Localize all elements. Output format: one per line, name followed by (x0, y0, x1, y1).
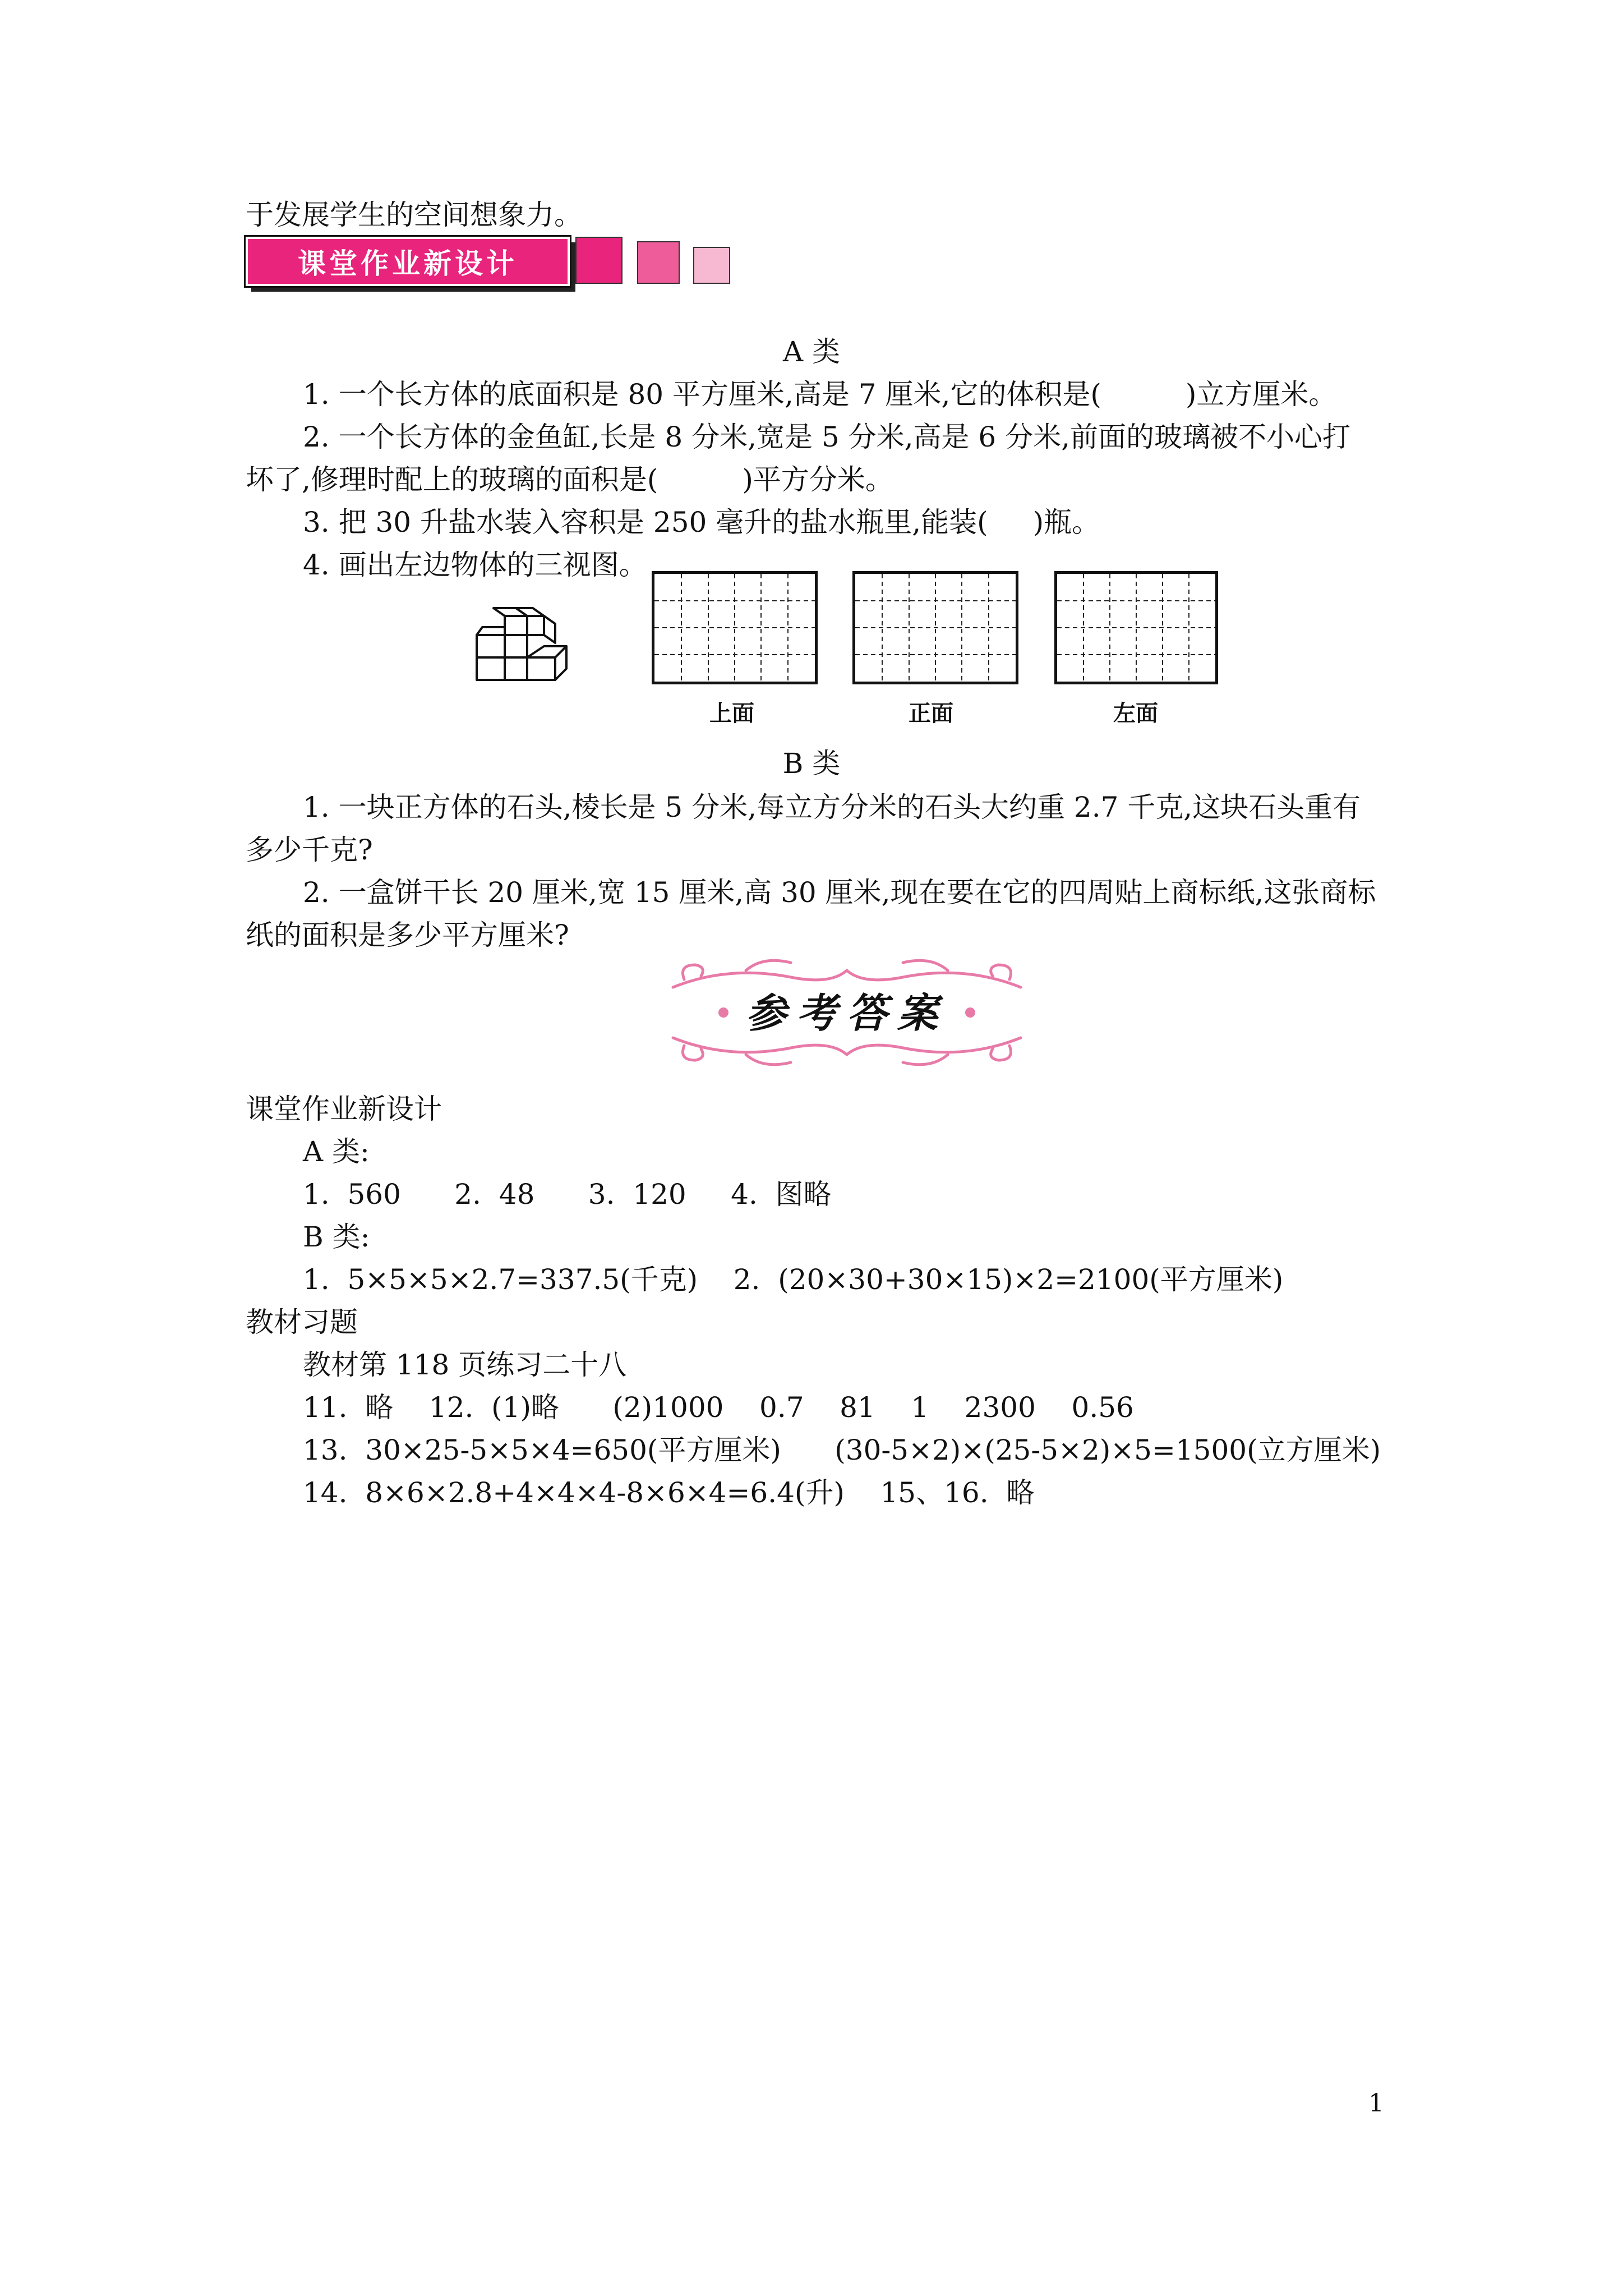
answers-b-label: B 类: (303, 1221, 370, 1253)
question-a3: 3. 把 30 升盐水装入容积是 250 毫升的盐水瓶里,能装( )瓶。 (303, 506, 1100, 539)
question-b2-line2: 纸的面积是多少平方厘米? (246, 919, 569, 951)
banner-square-3 (693, 247, 730, 284)
answers-line-13: 13. 30×25-5×5×4=650(平方厘米) (30-5×2)×(25-5×2)×5=1500(立方厘米) (303, 1434, 1381, 1466)
banner-square-1 (575, 237, 623, 284)
question-a1: 1. 一个长方体的底面积是 80 平方厘米,高是 7 厘米,它的体积是( )立方厘米。 (303, 378, 1337, 411)
section-b-title: B 类 (782, 747, 841, 780)
question-a4: 4. 画出左边物体的三视图。 (303, 549, 647, 581)
answers-a-line: 1. 560 2. 48 3. 120 4. 图略 (303, 1178, 832, 1211)
answer-header-title: 参考答案 (746, 989, 948, 1037)
answers-heading-classwork: 课堂作业新设计 (246, 1093, 442, 1125)
banner-square-2 (637, 241, 680, 284)
view-label-top: 上面 (709, 701, 754, 726)
view-grid-front (852, 571, 1018, 684)
section-banner (246, 237, 570, 286)
view-label-front: 正面 (909, 701, 953, 726)
question-b1-line1: 1. 一块正方体的石头,棱长是 5 分米,每立方分米的石头大约重 2.7 千克,这块石头重有 (303, 791, 1361, 823)
cube-object-figure (471, 606, 578, 690)
section-a-title: A 类 (782, 335, 840, 368)
answers-heading-textbook: 教材习题 (246, 1306, 358, 1338)
view-grid-left (1054, 571, 1218, 684)
page-number: 1 (1368, 2089, 1384, 2118)
banner-title: 课堂作业新设计 (298, 247, 518, 280)
question-a2-line1: 2. 一个长方体的金鱼缸,长是 8 分米,宽是 5 分米,高是 6 分米,前面的玻璃被不小心打 (303, 421, 1350, 453)
view-grid-top (652, 571, 818, 684)
question-b1-line2: 多少千克? (246, 834, 373, 866)
view-label-left: 左面 (1113, 701, 1158, 726)
answers-a-label: A 类: (303, 1135, 370, 1168)
question-b2-line1: 2. 一盒饼干长 20 厘米,宽 15 厘米,高 30 厘米,现在要在它的四周贴上商标纸,这张商标 (303, 876, 1376, 909)
question-a2-line2: 坏了,修理时配上的玻璃的面积是( )平方分米。 (246, 463, 893, 496)
answers-b-line: 1. 5×5×5×2.7=337.5(千克) 2. (20×30+30×15)×2=2100(平方厘米) (303, 1263, 1284, 1296)
answers-line-14: 14. 8×6×2.8+4×4×4-8×6×4=6.4(升) 15、16. 略 (303, 1476, 1035, 1509)
answers-line-11: 11. 略 12. (1)略 (2)1000 0.7 81 1 2300 0.56 (303, 1391, 1134, 1424)
intro-line: 于发展学生的空间想象力。 (246, 199, 582, 231)
answers-textbook-line: 教材第 118 页练习二十八 (303, 1349, 627, 1381)
